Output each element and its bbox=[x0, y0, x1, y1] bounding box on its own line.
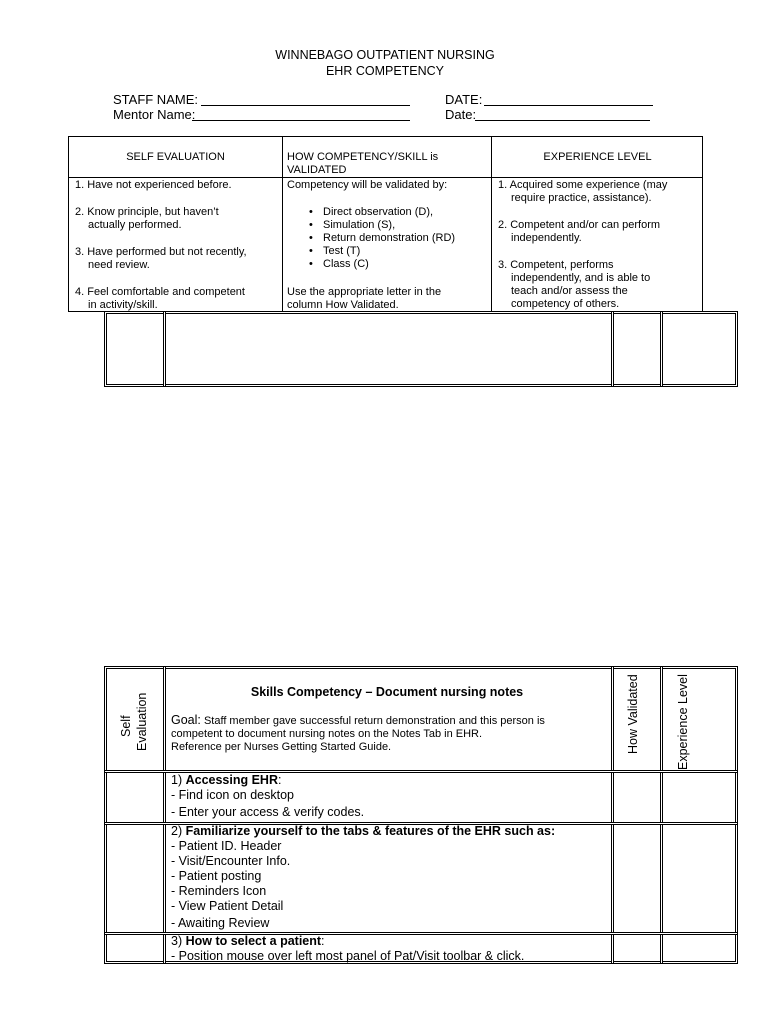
col-experience-level: Experience Level bbox=[676, 674, 690, 770]
legend-validation-method: • Return demonstration (RD) bbox=[309, 232, 456, 244]
legend-validation-method: • Test (T) bbox=[309, 245, 361, 257]
legend-self-item: in activity/skill. bbox=[88, 299, 158, 311]
legend-validation-heading-2: VALIDATED bbox=[287, 164, 347, 176]
legend-self-item: actually performed. bbox=[88, 219, 182, 231]
legend-exp-item: independently, and is able to bbox=[511, 272, 651, 284]
col-how-validated: How Validated bbox=[626, 674, 640, 754]
list-item: - Position mouse over left most panel of Pat/Visit toolbar & click. bbox=[171, 949, 525, 963]
date-field-2[interactable] bbox=[475, 120, 650, 121]
col-self-eval-line1: Self bbox=[119, 715, 133, 737]
skill-row-2: 2) Familiarize yourself to the tabs & features of the EHR such as: - Patient ID. Header - Visit/Encounter Info. - Patient posting - Reminders Icon - View Patient Detail - Awaiting Review bbox=[171, 824, 556, 930]
staff-name-label: STAFF NAME: bbox=[113, 92, 198, 107]
legend-exp-item: 1. Acquired some experience (may bbox=[498, 179, 668, 191]
list-item: - View Patient Detail bbox=[171, 899, 284, 913]
legend-self-item: need review. bbox=[88, 259, 150, 271]
legend-self-item: 2. Know principle, but haven’t bbox=[75, 206, 219, 218]
date-label-1: DATE: bbox=[445, 92, 483, 107]
legend-exp-item: 2. Competent and/or can perform bbox=[498, 219, 661, 231]
list-item: - Find icon on desktop bbox=[171, 788, 294, 802]
legend-exp-item: independently. bbox=[511, 232, 582, 244]
staff-name-field[interactable] bbox=[201, 105, 410, 106]
mentor-name-label: Mentor Name: bbox=[113, 107, 196, 122]
legend-exp-item: teach and/or assess the bbox=[511, 285, 628, 297]
legend-validation-method: • Simulation (S), bbox=[309, 219, 396, 231]
legend-validation-method: • Direct observation (D), bbox=[309, 206, 434, 218]
blank-grid-box bbox=[104, 311, 738, 387]
legend-validation-intro: Competency will be validated by: bbox=[287, 179, 448, 191]
legend-exp-item: 3. Competent, performs bbox=[498, 259, 614, 271]
form-title: EHR COMPETENCY bbox=[325, 64, 445, 78]
legend-table bbox=[68, 136, 703, 312]
legend-exp-item: require practice, assistance). bbox=[511, 192, 652, 204]
legend-validation-heading: HOW COMPETENCY/SKILL is bbox=[287, 151, 439, 163]
list-item: - Enter your access & verify codes. bbox=[171, 805, 365, 819]
goal-label: Goal: bbox=[171, 713, 201, 727]
skills-goal: Goal: Staff member gave successful return demonstration and this person is competent to document nursing notes on the Notes Tab in EHR. Reference per Nurses Getting Started Guide. bbox=[171, 713, 545, 753]
date-field-1[interactable] bbox=[484, 105, 653, 106]
legend-self-eval-heading: SELF EVALUATION bbox=[126, 151, 225, 163]
legend-self-item: 1. Have not experienced before. bbox=[75, 179, 232, 191]
list-item: - Patient ID. Header bbox=[171, 839, 282, 853]
legend-self-item: 3. Have performed but not recently, bbox=[75, 246, 247, 258]
legend-self-item: 4. Feel comfortable and competent bbox=[75, 286, 245, 298]
legend-validation-note-2: column How Validated. bbox=[287, 299, 399, 311]
list-item: - Awaiting Review bbox=[171, 916, 270, 930]
legend-validation-method: • Class (C) bbox=[309, 258, 369, 270]
list-item: - Patient posting bbox=[171, 869, 262, 883]
skill-row-1: 1) Accessing EHR: - Find icon on desktop - Enter your access & verify codes. bbox=[171, 773, 365, 819]
legend-exp-item: competency of others. bbox=[511, 298, 620, 310]
list-item: - Visit/Encounter Info. bbox=[171, 854, 291, 868]
col-self-eval-line2: Evaluation bbox=[135, 692, 149, 751]
skill-row-3: 3) How to select a patient: - Position mouse over left most panel of Pat/Visit toolbar & click. bbox=[171, 934, 525, 963]
legend-validation-note: Use the appropriate letter in the bbox=[287, 286, 442, 298]
mentor-name-field[interactable] bbox=[192, 120, 410, 121]
org-title: WINNEBAGO OUTPATIENT NURSING bbox=[275, 48, 495, 62]
legend-experience-heading: EXPERIENCE LEVEL bbox=[543, 151, 652, 163]
date-label-2: Date: bbox=[445, 107, 477, 122]
skills-title: Skills Competency – Document nursing notes bbox=[250, 685, 524, 699]
list-item: - Reminders Icon bbox=[171, 884, 267, 898]
